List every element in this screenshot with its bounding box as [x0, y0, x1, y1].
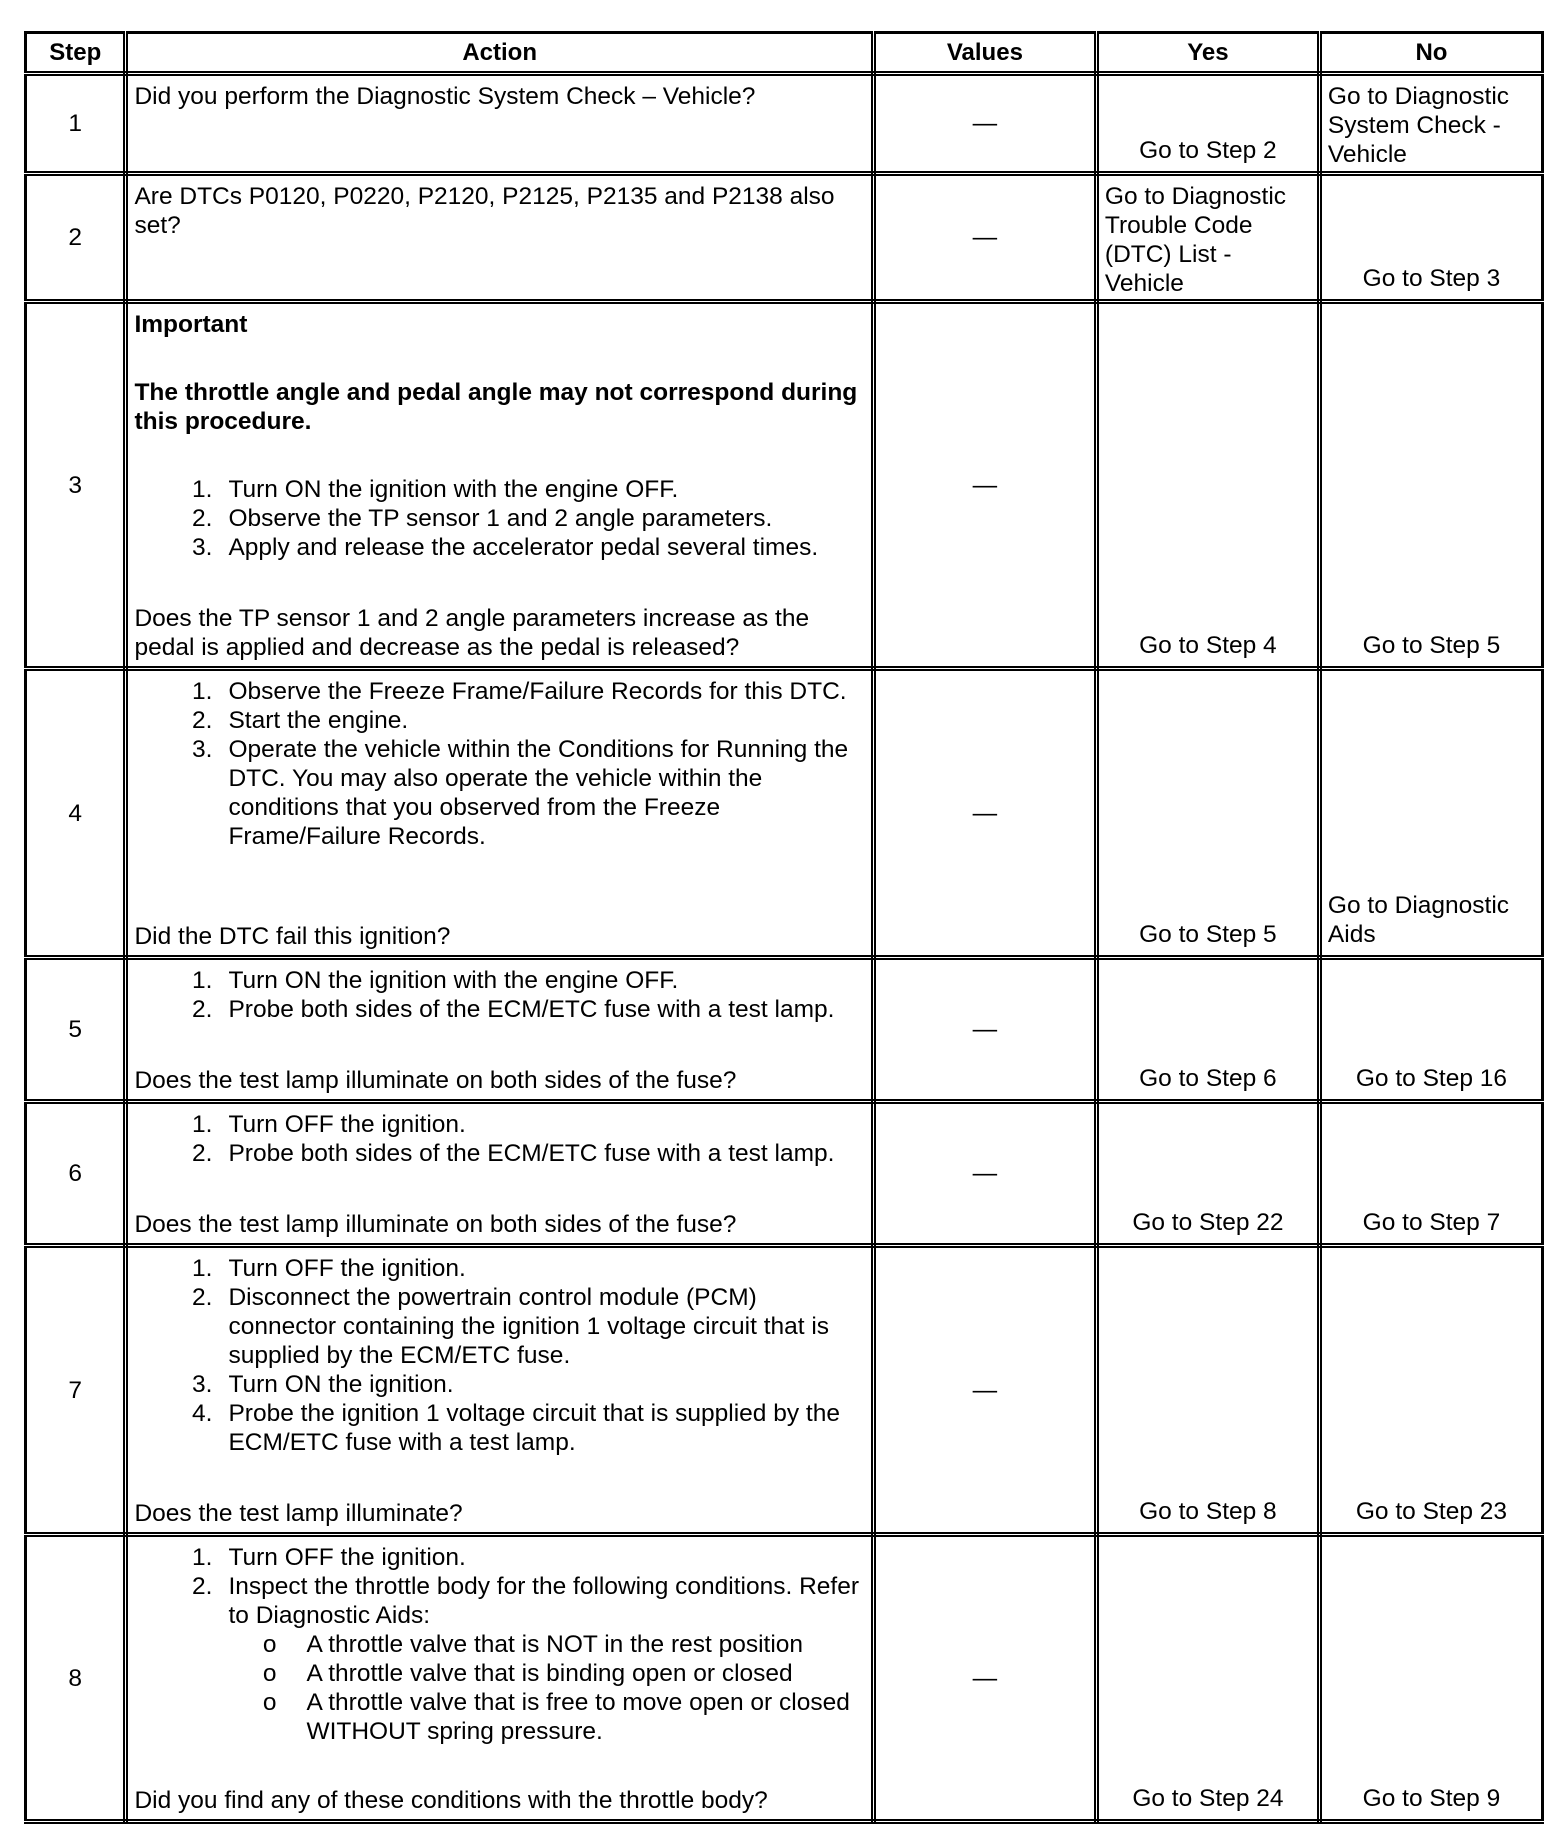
no-link[interactable]: Go to Diagnostic System Check - Vehicle	[1327, 83, 1510, 168]
list-item: 1. Observe the Freeze Frame/Failure Records for this DTC.	[192, 678, 847, 705]
values-cell: —	[873, 74, 1096, 174]
no-link[interactable]: Go to Step 9	[1362, 1785, 1501, 1812]
action-cell	[126, 1102, 873, 1246]
list-item: 3. Apply and release the accelerator pedal several times.	[192, 534, 819, 561]
step-number: 7	[26, 1246, 126, 1535]
no-cell	[1319, 1535, 1542, 1822]
table-row	[26, 1246, 1543, 1535]
yes-cell	[1096, 302, 1319, 669]
yes-cell	[1096, 1246, 1319, 1535]
values-cell: —	[873, 669, 1096, 958]
list-item: 3. Operate the vehicle within the Conditions for Running the DTC. You may also operate the vehicle within the conditions that you observed from the Freeze Frame/Failure Records.	[192, 736, 849, 850]
procedure-list	[134, 475, 862, 562]
question-text: Does the test lamp illuminate on both sides of the fuse?	[134, 1067, 737, 1094]
no-cell	[1319, 958, 1542, 1102]
action-cell	[126, 174, 873, 302]
no-cell	[1319, 1246, 1542, 1535]
yes-cell	[1096, 1102, 1319, 1246]
table-row	[26, 174, 1543, 302]
action-cell	[126, 1246, 873, 1535]
list-item: 1. Turn OFF the ignition.	[192, 1544, 466, 1571]
no-link[interactable]: Go to Step 16	[1355, 1065, 1508, 1092]
header-no: No	[1319, 33, 1542, 74]
list-item: 2. Start the engine.	[192, 707, 409, 734]
yes-link[interactable]: Go to Step 22	[1132, 1209, 1284, 1236]
step-number: 3	[26, 302, 126, 669]
list-item: 3. Turn ON the ignition.	[192, 1371, 454, 1398]
values-cell: —	[873, 174, 1096, 302]
question-text: Does the test lamp illuminate on both sides of the fuse?	[134, 1211, 737, 1238]
list-item: 2. Disconnect the powertrain control module (PCM) connector containing the ignition 1 voltage circuit that is supplied by the ECM/ETC fuse.	[192, 1284, 830, 1369]
step-number: 2	[26, 174, 126, 302]
diagnostic-table	[24, 31, 1544, 1824]
yes-link[interactable]: Go to Step 8	[1139, 1498, 1277, 1525]
values-cell: —	[873, 302, 1096, 669]
action-cell	[126, 302, 873, 669]
no-link[interactable]: Go to Diagnostic Aids	[1327, 892, 1510, 948]
question-text: Did you find any of these conditions with the throttle body?	[134, 1787, 768, 1814]
action-cell	[126, 1535, 873, 1822]
list-item: o A throttle valve that is NOT in the rest position	[134, 1630, 862, 1659]
question-text: Did you perform the Diagnostic System Check – Vehicle?	[134, 83, 756, 110]
question-text: Does the TP sensor 1 and 2 angle parameters increase as the pedal is applied and decrease as the pedal is released?	[134, 605, 810, 661]
condition-list	[134, 1630, 862, 1746]
procedure-list	[134, 1110, 862, 1168]
yes-link[interactable]: Go to Step 6	[1139, 1065, 1277, 1092]
values-cell: —	[873, 1102, 1096, 1246]
important-text: The throttle angle and pedal angle may not correspond during this procedure.	[134, 379, 858, 435]
bullet-icon: o	[262, 1631, 277, 1658]
table-row	[26, 1102, 1543, 1246]
no-link[interactable]: Go to Step 5	[1362, 632, 1501, 659]
step-number: 4	[26, 669, 126, 958]
yes-link[interactable]: Go to Step 5	[1139, 921, 1277, 948]
header-values: Values	[873, 33, 1096, 74]
bullet-icon: o	[262, 1689, 277, 1716]
no-cell	[1319, 302, 1542, 669]
list-item: o A throttle valve that is free to move open or closed WITHOUT spring pressure.	[134, 1688, 862, 1746]
procedure-list	[134, 1254, 862, 1457]
question-text: Did the DTC fail this ignition?	[134, 923, 451, 950]
question-text: Does the test lamp illuminate?	[134, 1500, 463, 1527]
bullet-icon: o	[262, 1660, 277, 1687]
list-item: 1. Turn ON the ignition with the engine OFF.	[192, 967, 679, 994]
values-cell: —	[873, 958, 1096, 1102]
list-item: 2. Observe the TP sensor 1 and 2 angle parameters.	[192, 505, 773, 532]
important-label: Important	[134, 311, 248, 338]
question-text: Are DTCs P0120, P0220, P2120, P2125, P2135 and P2138 also set?	[134, 183, 835, 239]
no-cell	[1319, 74, 1542, 174]
table-row	[26, 1535, 1543, 1822]
action-cell	[126, 958, 873, 1102]
procedure-list	[134, 677, 862, 851]
no-link[interactable]: Go to Step 23	[1355, 1498, 1508, 1525]
no-link[interactable]: Go to Step 3	[1362, 265, 1501, 292]
yes-link[interactable]: Go to Step 2	[1139, 137, 1277, 164]
step-number: 8	[26, 1535, 126, 1822]
header-yes: Yes	[1096, 33, 1319, 74]
no-cell	[1319, 1102, 1542, 1246]
yes-cell	[1096, 958, 1319, 1102]
list-item: 1. Turn ON the ignition with the engine OFF.	[192, 476, 679, 503]
header-action: Action	[126, 33, 873, 74]
yes-cell	[1096, 1535, 1319, 1822]
list-item: 1. Turn OFF the ignition.	[192, 1255, 466, 1282]
yes-link[interactable]: Go to Diagnostic Trouble Code (DTC) List - Vehicle	[1104, 183, 1287, 297]
values-cell: —	[873, 1246, 1096, 1535]
values-cell: —	[873, 1535, 1096, 1822]
header-row	[26, 33, 1543, 74]
yes-link[interactable]: Go to Step 24	[1132, 1785, 1284, 1812]
header-step: Step	[26, 33, 126, 74]
list-item: 1. Turn OFF the ignition.	[192, 1111, 466, 1138]
step-number: 1	[26, 74, 126, 174]
list-item: 4. Probe the ignition 1 voltage circuit that is supplied by the ECM/ETC fuse with a test lamp.	[192, 1400, 840, 1456]
step-number: 6	[26, 1102, 126, 1246]
step-number: 5	[26, 958, 126, 1102]
table-row	[26, 958, 1543, 1102]
procedure-list	[134, 966, 862, 1024]
action-cell	[126, 74, 873, 174]
table-row	[26, 669, 1543, 958]
no-cell	[1319, 174, 1542, 302]
list-item: 2. Probe both sides of the ECM/ETC fuse with a test lamp.	[192, 1140, 835, 1167]
list-item: o A throttle valve that is binding open or closed	[134, 1659, 862, 1688]
yes-link[interactable]: Go to Step 4	[1139, 632, 1277, 659]
no-link[interactable]: Go to Step 7	[1362, 1209, 1501, 1236]
procedure-list	[134, 1543, 862, 1630]
no-cell	[1319, 669, 1542, 958]
yes-cell	[1096, 174, 1319, 302]
table-row	[26, 74, 1543, 174]
list-item: 2. Inspect the throttle body for the following conditions. Refer to Diagnostic Aids:	[192, 1573, 860, 1629]
yes-cell	[1096, 74, 1319, 174]
yes-cell	[1096, 669, 1319, 958]
table-row	[26, 302, 1543, 669]
action-cell	[126, 669, 873, 958]
list-item: 2. Probe both sides of the ECM/ETC fuse with a test lamp.	[192, 996, 835, 1023]
